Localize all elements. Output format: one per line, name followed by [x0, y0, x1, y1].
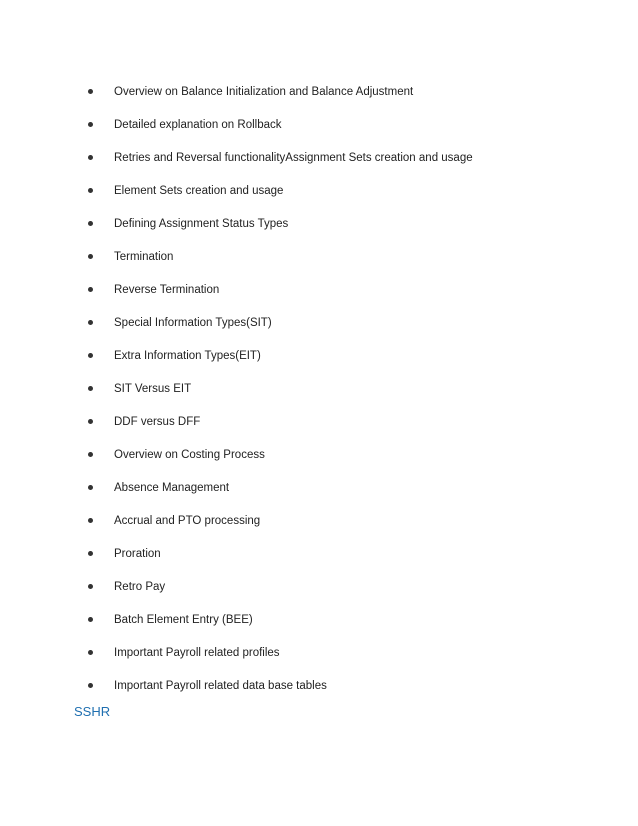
- bullet-dot-icon: [88, 353, 93, 358]
- list-item: [84, 603, 473, 636]
- bullet-dot-icon: [88, 485, 93, 490]
- list-item: [84, 306, 473, 339]
- list-item: [84, 504, 473, 537]
- list-item-text: Extra Information Types(EIT): [114, 349, 261, 362]
- bullet-dot-icon: [88, 650, 93, 655]
- list-item: [84, 339, 473, 372]
- list-item-text: Reverse Termination: [114, 283, 220, 296]
- list-item-text: Overview on Balance Initialization and Balance Adjustment: [114, 85, 414, 98]
- list-item: [84, 636, 473, 669]
- list-item-text: Batch Element Entry (BEE): [114, 613, 253, 626]
- bullet-dot-icon: [88, 551, 93, 556]
- list-item-text: Proration: [114, 547, 161, 560]
- list-item: [84, 537, 473, 570]
- bullet-dot-icon: [88, 518, 93, 523]
- list-item: [84, 669, 473, 702]
- list-item-text: Overview on Costing Process: [114, 448, 265, 461]
- bullet-dot-icon: [88, 683, 93, 688]
- list-item-text: Retro Pay: [114, 580, 166, 593]
- bullet-dot-icon: [88, 89, 93, 94]
- list-item-text: Absence Management: [114, 481, 230, 494]
- section-heading-sshr: SSHR: [74, 704, 111, 719]
- bullet-dot-icon: [88, 122, 93, 127]
- list-item-text: DDF versus DFF: [114, 415, 201, 428]
- list-item: [84, 108, 473, 141]
- bullet-dot-icon: [88, 320, 93, 325]
- bullet-dot-icon: [88, 386, 93, 391]
- bullet-dot-icon: [88, 287, 93, 292]
- list-item: [84, 438, 473, 471]
- bullet-dot-icon: [88, 155, 93, 160]
- list-item: [84, 75, 473, 108]
- list-item-text: SIT Versus EIT: [114, 382, 192, 395]
- bullet-dot-icon: [88, 584, 93, 589]
- list-item: [84, 570, 473, 603]
- bullet-dot-icon: [88, 254, 93, 259]
- list-item: [84, 273, 473, 306]
- list-item-text: Important Payroll related profiles: [114, 646, 280, 659]
- list-item: [84, 405, 473, 438]
- list-item: [84, 372, 473, 405]
- list-item-text: Retries and Reversal functionalityAssignment Sets creation and usage: [114, 151, 473, 164]
- list-item-text: Detailed explanation on Rollback: [114, 118, 282, 131]
- list-item-text: Element Sets creation and usage: [114, 184, 284, 197]
- list-item-text: Defining Assignment Status Types: [114, 217, 289, 230]
- list-item: [84, 174, 473, 207]
- list-item-text: Termination: [114, 250, 174, 263]
- list-item-text: Important Payroll related data base tables: [114, 679, 327, 692]
- list-item: [84, 240, 473, 273]
- bullet-dot-icon: [88, 617, 93, 622]
- bullet-dot-icon: [88, 419, 93, 424]
- list-item: [84, 471, 473, 504]
- bullet-dot-icon: [88, 452, 93, 457]
- list-item-text: Accrual and PTO processing: [114, 514, 261, 527]
- bullet-dot-icon: [88, 188, 93, 193]
- list-item-text: Special Information Types(SIT): [114, 316, 272, 329]
- topic-bullet-list: [84, 75, 473, 702]
- list-item: [84, 207, 473, 240]
- list-item: [84, 141, 473, 174]
- bullet-dot-icon: [88, 221, 93, 226]
